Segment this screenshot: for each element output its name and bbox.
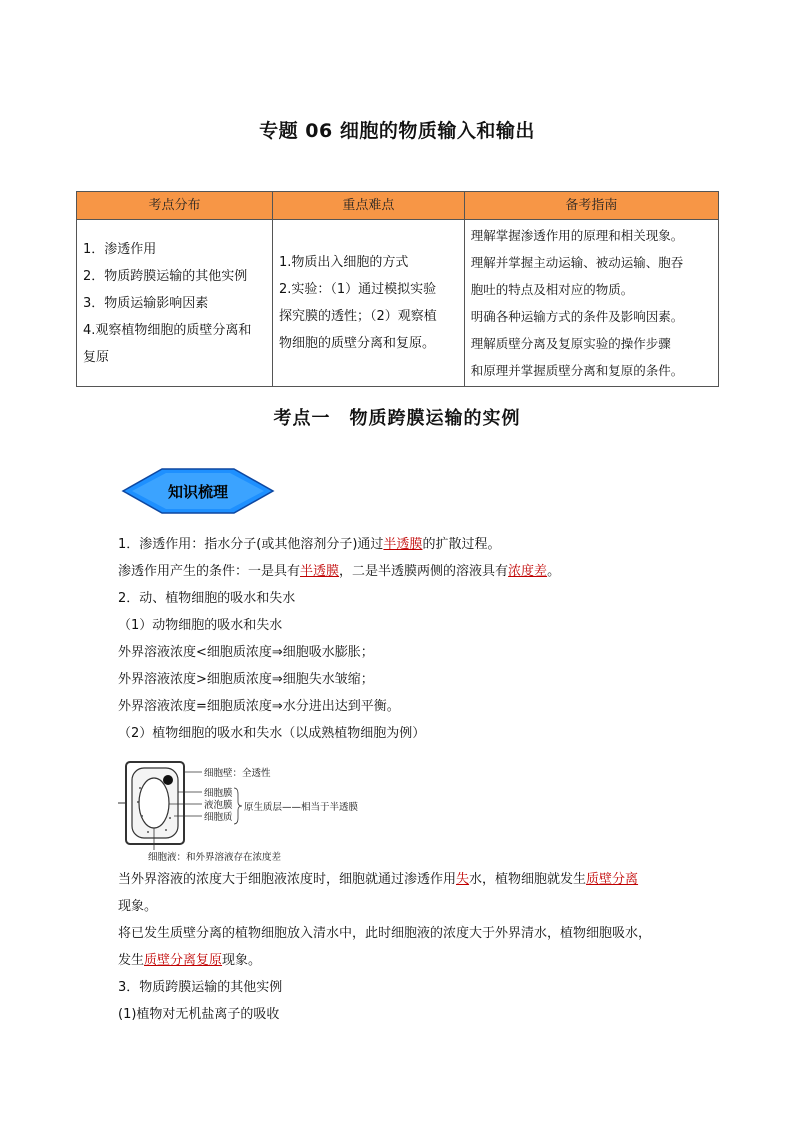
list-item: 胞吐的特点及相对应的物质。	[470, 282, 634, 297]
list-item: 探究膜的透性；（2）观察植	[278, 309, 437, 324]
page-title: 专题 06 细胞的物质输入和输出	[259, 120, 535, 142]
cell-exam-points	[77, 220, 273, 387]
text-line: 2．动、植物细胞的吸水和失水	[118, 591, 296, 606]
list-item: 理解掌握渗透作用的原理和相关现象。	[470, 228, 684, 243]
plant-cell-diagram	[118, 758, 378, 866]
text-line: （1）动物细胞的吸水和失水	[118, 618, 283, 633]
header-study-guide: 备考指南	[464, 192, 718, 220]
text-line: （2）植物细胞的吸水和失水（以成熟植物细胞为例）	[118, 726, 426, 741]
overview-table	[76, 191, 719, 387]
list-item: 1.物质出入细胞的方式	[278, 255, 409, 270]
list-item: 和原理并掌握质壁分离和复原的条件。	[470, 363, 684, 378]
badge-label: 知识梳理	[167, 483, 229, 501]
label-cell-sap: 细胞液：和外界溶液存在浓度差	[148, 852, 282, 863]
list-item: 物细胞的质壁分离和复原。	[278, 336, 435, 351]
text-line: 当外界溶液的浓度大于细胞液浓度时，细胞就通过渗透作用失水，植物细胞就发生质壁分离	[118, 872, 639, 887]
label-cytoplasm: 细胞质	[204, 812, 233, 823]
text-line: 外界溶液浓度<细胞质浓度⇒细胞吸水膨胀；	[118, 645, 374, 660]
list-item: 4.观察植物细胞的质壁分离和	[83, 322, 252, 338]
list-item: 复原	[83, 349, 110, 365]
notes-part-1	[118, 531, 718, 747]
section-title: 考点一 物质跨膜运输的实例	[273, 408, 521, 429]
text-line: 外界溶液浓度>细胞质浓度⇒细胞失水皱缩；	[118, 672, 374, 687]
text-line: 1．渗透作用：指水分子(或其他溶剂分子)通过半透膜的扩散过程。	[118, 537, 501, 552]
cell-key-difficulties	[272, 220, 464, 387]
text-line: 将已发生质壁分离的植物细胞放入清水中，此时细胞液的浓度大于外界清水，植物细胞吸水，	[118, 926, 652, 941]
label-cell-wall: 细胞壁：全透性	[204, 768, 271, 779]
header-key-difficulties: 重点难点	[272, 192, 464, 220]
list-item: 3．物质运输影响因素	[83, 295, 209, 311]
list-item: 理解质壁分离及复原实验的操作步骤	[470, 336, 671, 351]
text-line: 发生质壁分离复原现象。	[118, 953, 262, 968]
list-item: 理解并掌握主动运输、被动运输、胞吞	[470, 255, 684, 270]
label-protoplast: 原生质层——相当于半透膜	[244, 802, 359, 813]
text-line: 3．物质跨膜运输的其他实例	[118, 980, 283, 995]
list-item: 1．渗透作用	[83, 241, 157, 257]
list-item: 2.实验：（1）通过模拟实验	[278, 282, 437, 297]
label-vacuole-membrane: 液泡膜	[204, 800, 233, 811]
text-line: 外界溶液浓度=细胞质浓度⇒水分进出达到平衡。	[118, 699, 400, 714]
header-exam-points: 考点分布	[77, 192, 273, 220]
list-item: 2．物质跨膜运输的其他实例	[83, 268, 248, 284]
text-line: (1)植物对无机盐离子的吸收	[118, 1007, 280, 1022]
knowledge-badge	[120, 466, 276, 516]
text-line: 渗透作用产生的条件：一是具有半透膜，二是半透膜两侧的溶液具有浓度差。	[118, 564, 561, 579]
list-item: 明确各种运输方式的条件及影响因素。	[470, 309, 684, 324]
notes-part-2	[118, 866, 718, 1028]
text-line: 现象。	[118, 899, 158, 914]
cell-study-guide	[464, 220, 718, 387]
label-cell-membrane: 细胞膜	[204, 788, 233, 799]
